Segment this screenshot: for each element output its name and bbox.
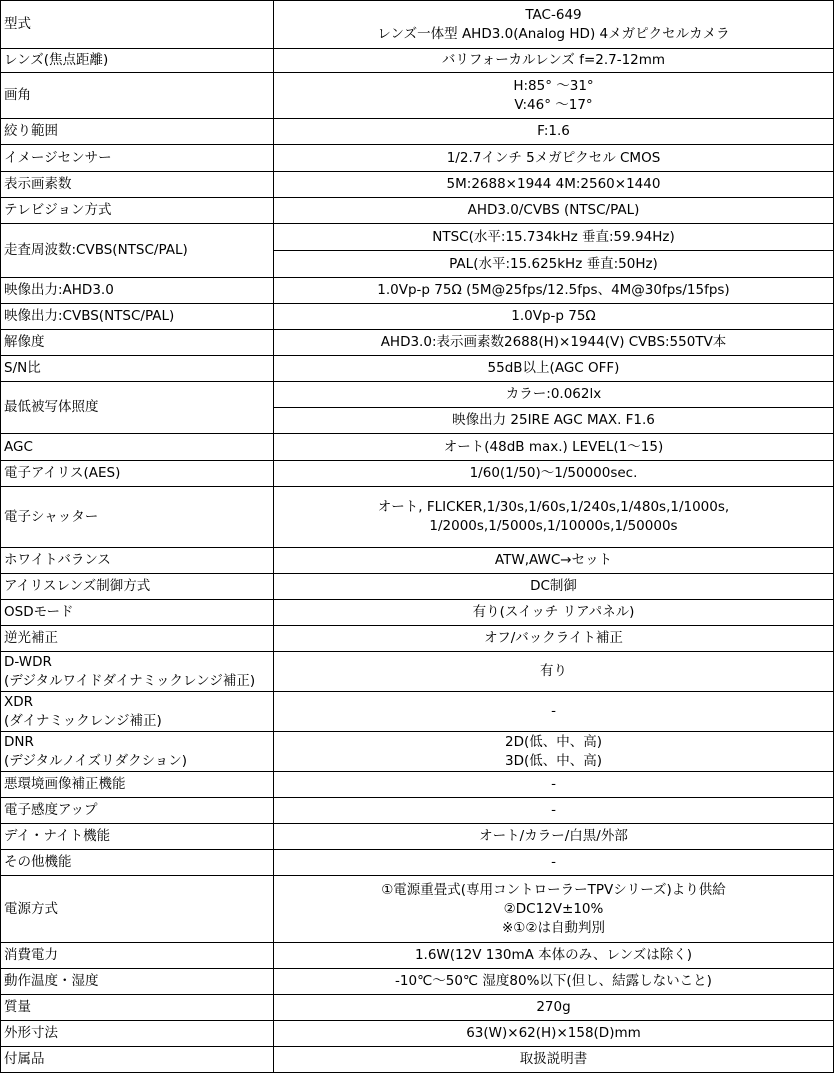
spec-label-line: S/N比 (4, 360, 41, 376)
spec-value-line: AHD3.0/CVBS (NTSC/PAL) (467, 202, 640, 218)
spec-row (1, 434, 834, 461)
spec-row (1, 1, 834, 49)
spec-value-line: 有り(スイッチ リアパネル) (472, 604, 635, 620)
spec-label (1, 798, 274, 824)
spec-label-line: 外形寸法 (4, 1025, 58, 1041)
spec-row (1, 732, 834, 772)
spec-row (1, 824, 834, 850)
spec-label-line: 表示画素数 (4, 176, 72, 192)
spec-label-line: その他機能 (4, 854, 72, 870)
spec-label-line: 電子アイリス(AES) (4, 465, 121, 481)
spec-value-line: V:46° 〜17° (514, 96, 593, 113)
spec-label-line: 絞り範囲 (4, 123, 58, 139)
spec-value-line: 55dB以上(AGC OFF) (487, 360, 620, 376)
spec-value (274, 995, 834, 1021)
spec-label-line: 映像出力:CVBS(NTSC/PAL) (4, 308, 175, 324)
spec-value (274, 172, 834, 198)
spec-label-line: 質量 (4, 999, 31, 1015)
spec-label (1, 382, 274, 434)
spec-label (1, 172, 274, 198)
spec-value (274, 49, 834, 73)
spec-row (1, 461, 834, 487)
spec-row (1, 850, 834, 876)
spec-row (1, 995, 834, 1021)
spec-value-line: 63(W)×62(H)×158(D)mm (466, 1025, 641, 1041)
spec-label (1, 356, 274, 382)
spec-value-line: 270g (536, 999, 571, 1015)
spec-value-line: 1/2.7インチ 5メガピクセル CMOS (446, 149, 661, 166)
spec-label-line: 逆光補正 (4, 630, 58, 646)
spec-label (1, 969, 274, 995)
spec-value (274, 1, 834, 49)
spec-label (1, 876, 274, 943)
spec-label (1, 49, 274, 73)
spec-label (1, 600, 274, 626)
spec-table-body (1, 1, 834, 1073)
spec-row (1, 1021, 834, 1047)
spec-value-line: 1.0Vp-p 75Ω (511, 308, 596, 324)
spec-value-line: 1/60(1/50)〜1/50000sec. (469, 465, 638, 481)
spec-row (1, 772, 834, 798)
spec-row (1, 548, 834, 574)
spec-label (1, 732, 274, 772)
spec-row (1, 652, 834, 692)
spec-label (1, 278, 274, 304)
spec-row (1, 304, 834, 330)
spec-value-line: - (551, 802, 556, 818)
spec-value-line: NTSC(水平:15.734kHz 垂直:59.94Hz) (432, 228, 675, 245)
spec-value-line: H:85° 〜31° (513, 77, 594, 94)
spec-label-line: 消費電力 (4, 947, 58, 963)
spec-row (1, 574, 834, 600)
spec-label-line: レンズ(焦点距離) (4, 52, 109, 68)
spec-value-line: 取扱説明書 (519, 1051, 588, 1067)
spec-row (1, 382, 834, 408)
spec-row (1, 692, 834, 732)
spec-value-line: ATW,AWC→セット (494, 552, 613, 568)
spec-label-line: (デジタルノイズリダクション) (4, 752, 188, 769)
spec-row (1, 876, 834, 943)
spec-value (274, 145, 834, 172)
spec-label-line: 解像度 (4, 334, 45, 350)
spec-label (1, 73, 274, 119)
spec-label-line: 電子感度アップ (4, 802, 98, 818)
spec-label-line: D-WDR (4, 653, 52, 670)
spec-value (274, 652, 834, 692)
spec-label (1, 1, 274, 49)
spec-value-line: 1.0Vp-p 75Ω (5M@25fps/12.5fps、4M@30fps/15fps) (377, 282, 730, 298)
spec-value (274, 732, 834, 772)
spec-label-line: イメージセンサー (4, 149, 112, 166)
spec-value (274, 278, 834, 304)
spec-label (1, 574, 274, 600)
spec-value-line: ①電源重畳式(専用コントローラーTPVシリーズ)より供給 (381, 881, 726, 898)
spec-value (274, 1047, 834, 1073)
spec-row (1, 943, 834, 969)
spec-value (274, 626, 834, 652)
spec-row (1, 172, 834, 198)
spec-value-line: DC制御 (530, 578, 577, 594)
spec-value (274, 772, 834, 798)
spec-value (274, 408, 834, 434)
spec-value-line: 映像出力 25IRE AGC MAX. F1.6 (452, 412, 655, 428)
spec-value (274, 943, 834, 969)
spec-label-line: 電子シャッター (4, 508, 99, 525)
spec-row (1, 626, 834, 652)
spec-row (1, 145, 834, 172)
spec-label-line: (デジタルワイドダイナミックレンジ補正) (4, 672, 256, 689)
spec-label-line: 画角 (4, 87, 31, 103)
spec-label (1, 330, 274, 356)
spec-value (274, 356, 834, 382)
spec-value (274, 251, 834, 278)
spec-label (1, 548, 274, 574)
spec-label-line: テレビジョン方式 (4, 202, 112, 218)
spec-row (1, 969, 834, 995)
spec-value (274, 461, 834, 487)
spec-value (274, 1021, 834, 1047)
spec-row (1, 278, 834, 304)
spec-value-line: PAL(水平:15.625kHz 垂直:50Hz) (449, 255, 658, 272)
spec-row (1, 356, 834, 382)
spec-label-line: XDR (4, 693, 34, 710)
spec-value (274, 824, 834, 850)
spec-label-line: (ダイナミックレンジ補正) (4, 712, 162, 729)
spec-value (274, 600, 834, 626)
spec-value (274, 330, 834, 356)
spec-value-line: AHD3.0:表示画素数2688(H)×1944(V) CVBS:550TV本 (380, 334, 727, 350)
spec-value (274, 574, 834, 600)
spec-label (1, 434, 274, 461)
spec-value-line: 1.6W(12V 130mA 本体のみ、レンズは除く) (414, 947, 693, 963)
spec-label-line: 電源方式 (4, 900, 58, 917)
spec-value (274, 198, 834, 224)
spec-value (274, 487, 834, 548)
spec-label-line: 走査周波数:CVBS(NTSC/PAL) (4, 242, 188, 258)
spec-label (1, 995, 274, 1021)
spec-label (1, 772, 274, 798)
spec-label-line: AGC (4, 438, 33, 455)
spec-value (274, 224, 834, 251)
spec-value (274, 434, 834, 461)
spec-value (274, 876, 834, 943)
spec-value (274, 850, 834, 876)
spec-label-line: ホワイトバランス (4, 552, 111, 568)
spec-label (1, 850, 274, 876)
spec-label-line: 悪環境画像補正機能 (4, 776, 126, 792)
spec-value (274, 969, 834, 995)
spec-value-line: オート, FLICKER,1/30s,1/60s,1/240s,1/480s,1/1000s, (377, 499, 730, 515)
spec-value (274, 548, 834, 574)
spec-value-line: バリフォーカルレンズ f=2.7-12mm (441, 52, 666, 68)
spec-value-line: 有り (540, 663, 567, 679)
spec-label (1, 145, 274, 172)
spec-label (1, 198, 274, 224)
spec-label (1, 487, 274, 548)
spec-value-line: 1/2000s,1/5000s,1/10000s,1/50000s (429, 518, 678, 534)
spec-row (1, 798, 834, 824)
spec-value (274, 119, 834, 145)
spec-value-line: - (551, 703, 556, 719)
spec-value-line: -10℃〜50℃ 湿度80%以下(但し、結露しないこと) (395, 973, 712, 989)
spec-label-line: 型式 (4, 16, 31, 32)
spec-label-line: 最低被写体照度 (4, 399, 99, 415)
spec-label (1, 1021, 274, 1047)
spec-row (1, 487, 834, 548)
spec-value-line: カラー:0.062lx (505, 386, 602, 402)
spec-value (274, 73, 834, 119)
spec-label (1, 692, 274, 732)
spec-label-line: DNR (4, 733, 34, 750)
spec-value-line: レンズ一体型 AHD3.0(Analog HD) 4メガピクセルカメラ (377, 25, 730, 42)
spec-value-line: 2D(低、中、高) (504, 733, 603, 750)
spec-value-line: - (551, 854, 556, 870)
spec-value-line: オート(48dB max.) LEVEL(1〜15) (443, 438, 664, 455)
spec-value-line: オフ/バックライト補正 (484, 630, 623, 646)
spec-value-line: 3D(低、中、高) (504, 752, 603, 769)
spec-value-line: ②DC12V±10% (503, 900, 604, 917)
spec-value-line: ※①②は自動判別 (501, 919, 606, 936)
spec-value (274, 382, 834, 408)
spec-value (274, 692, 834, 732)
spec-row (1, 119, 834, 145)
spec-value-line: 5M:2688×1944 4M:2560×1440 (446, 176, 661, 192)
spec-label (1, 1047, 274, 1073)
spec-value (274, 798, 834, 824)
spec-row (1, 330, 834, 356)
spec-value-line: - (551, 776, 556, 792)
spec-value (274, 304, 834, 330)
spec-label-line: デイ・ナイト機能 (4, 828, 111, 844)
spec-row (1, 1047, 834, 1073)
spec-label-line: OSDモード (4, 604, 74, 620)
spec-value-line: オート/カラー/白黒/外部 (479, 828, 628, 844)
spec-label-line: 映像出力:AHD3.0 (4, 282, 114, 298)
spec-row (1, 49, 834, 73)
spec-label-line: 動作温度・湿度 (4, 973, 99, 989)
spec-label (1, 461, 274, 487)
spec-value-line: TAC-649 (525, 6, 582, 23)
spec-label (1, 304, 274, 330)
spec-row (1, 73, 834, 119)
spec-row (1, 198, 834, 224)
spec-label-line: アイリスレンズ制御方式 (4, 578, 151, 594)
spec-label (1, 652, 274, 692)
spec-row (1, 600, 834, 626)
spec-label (1, 119, 274, 145)
spec-label (1, 224, 274, 278)
spec-label (1, 626, 274, 652)
spec-label (1, 943, 274, 969)
spec-value-line: F:1.6 (537, 123, 570, 139)
spec-label (1, 824, 274, 850)
spec-label-line: 付属品 (4, 1051, 45, 1067)
spec-row (1, 224, 834, 251)
